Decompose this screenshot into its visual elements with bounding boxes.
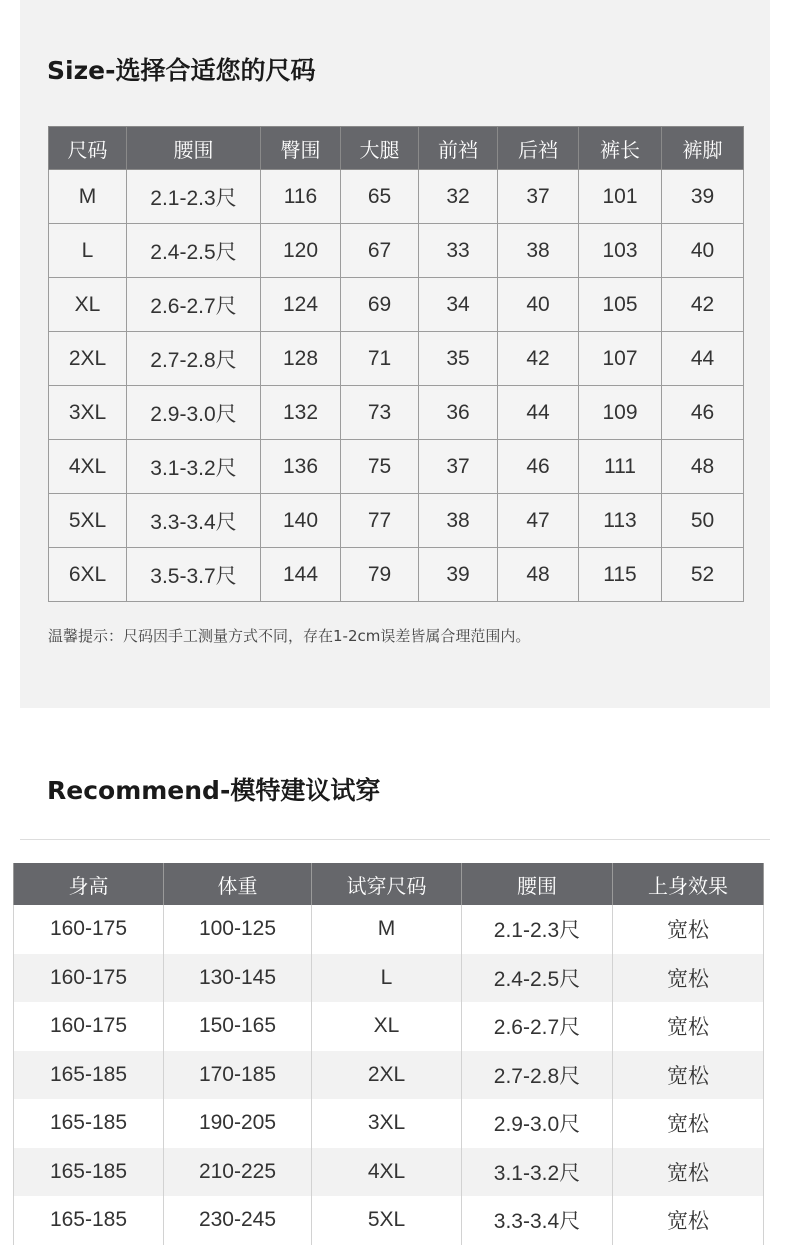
size-header-cell: 裤长 xyxy=(579,127,662,170)
size-cell: 111 xyxy=(579,440,662,494)
size-cell: 69 xyxy=(341,278,419,332)
recommend-header-cell: 腰围 xyxy=(462,863,613,905)
size-cell: 77 xyxy=(341,494,419,548)
size-cell: 2.7-2.8尺 xyxy=(127,332,261,386)
recommend-table-row xyxy=(14,1196,764,1245)
recommend-cell: 165-185 xyxy=(14,1196,164,1245)
recommend-cell: 3.3-3.4尺 xyxy=(462,1196,613,1245)
size-cell: M xyxy=(49,170,127,224)
recommend-table-row xyxy=(14,1148,764,1197)
size-cell: 105 xyxy=(579,278,662,332)
recommend-cell: 2.7-2.8尺 xyxy=(462,1051,613,1100)
size-table-row xyxy=(49,332,744,386)
size-cell: 116 xyxy=(261,170,341,224)
size-header-cell: 腰围 xyxy=(127,127,261,170)
size-cell: 2XL xyxy=(49,332,127,386)
recommend-cell: 3XL xyxy=(312,1099,462,1148)
recommend-cell: 2.4-2.5尺 xyxy=(462,954,613,1003)
size-cell: 38 xyxy=(498,224,579,278)
size-cell: 136 xyxy=(261,440,341,494)
size-cell: 47 xyxy=(498,494,579,548)
recommend-cell: 165-185 xyxy=(14,1099,164,1148)
size-cell: 2.1-2.3尺 xyxy=(127,170,261,224)
size-cell: 42 xyxy=(498,332,579,386)
recommend-header-cell: 体重 xyxy=(164,863,312,905)
recommend-cell: 2XL xyxy=(312,1051,462,1100)
size-table-row xyxy=(49,386,744,440)
size-cell: XL xyxy=(49,278,127,332)
recommend-cell: 165-185 xyxy=(14,1148,164,1197)
size-cell: 128 xyxy=(261,332,341,386)
size-header-cell: 后裆 xyxy=(498,127,579,170)
recommend-cell: 150-165 xyxy=(164,1002,312,1051)
recommend-cell: 宽松 xyxy=(613,954,764,1003)
size-cell: 120 xyxy=(261,224,341,278)
size-cell: 38 xyxy=(419,494,498,548)
recommend-header-cell: 身高 xyxy=(14,863,164,905)
size-cell: 101 xyxy=(579,170,662,224)
recommend-cell: 130-145 xyxy=(164,954,312,1003)
recommend-header-cell: 试穿尺码 xyxy=(312,863,462,905)
size-cell: 3.5-3.7尺 xyxy=(127,548,261,602)
size-cell: 67 xyxy=(341,224,419,278)
size-cell: 113 xyxy=(579,494,662,548)
size-cell: 103 xyxy=(579,224,662,278)
size-cell: 132 xyxy=(261,386,341,440)
size-cell: 124 xyxy=(261,278,341,332)
size-cell: 5XL xyxy=(49,494,127,548)
recommend-cell: 宽松 xyxy=(613,905,764,954)
size-cell: 3XL xyxy=(49,386,127,440)
recommend-cell: 2.1-2.3尺 xyxy=(462,905,613,954)
recommend-cell: 2.6-2.7尺 xyxy=(462,1002,613,1051)
size-cell: 3.3-3.4尺 xyxy=(127,494,261,548)
size-cell: 2.4-2.5尺 xyxy=(127,224,261,278)
size-table xyxy=(48,126,744,602)
size-header-cell: 前裆 xyxy=(419,127,498,170)
size-cell: 37 xyxy=(419,440,498,494)
size-header-cell: 臀围 xyxy=(261,127,341,170)
size-section-title: Size-选择合适您的尺码 xyxy=(47,56,316,85)
size-cell: 79 xyxy=(341,548,419,602)
size-cell: 50 xyxy=(662,494,744,548)
measurement-note: 温馨提示：尺码因手工测量方式不同，存在1-2cm误差皆属合理范围内。 xyxy=(48,627,531,645)
size-cell: 73 xyxy=(341,386,419,440)
size-table-row xyxy=(49,440,744,494)
size-table-row xyxy=(49,170,744,224)
size-cell: 71 xyxy=(341,332,419,386)
size-cell: 33 xyxy=(419,224,498,278)
size-cell: 40 xyxy=(662,224,744,278)
recommend-cell: 2.9-3.0尺 xyxy=(462,1099,613,1148)
recommend-cell: 宽松 xyxy=(613,1099,764,1148)
size-cell: L xyxy=(49,224,127,278)
recommend-section-title: Recommend-模特建议试穿 xyxy=(47,776,381,805)
recommend-table-row xyxy=(14,1051,764,1100)
size-cell: 2.9-3.0尺 xyxy=(127,386,261,440)
size-cell: 107 xyxy=(579,332,662,386)
recommend-table-row xyxy=(14,905,764,954)
size-table-row xyxy=(49,494,744,548)
recommend-cell: 170-185 xyxy=(164,1051,312,1100)
size-cell: 115 xyxy=(579,548,662,602)
recommend-table xyxy=(13,863,764,1245)
size-cell: 32 xyxy=(419,170,498,224)
recommend-table-row xyxy=(14,1002,764,1051)
size-table-row xyxy=(49,548,744,602)
size-header-cell: 裤脚 xyxy=(662,127,744,170)
size-cell: 2.6-2.7尺 xyxy=(127,278,261,332)
size-cell: 48 xyxy=(662,440,744,494)
recommend-cell: 宽松 xyxy=(613,1196,764,1245)
size-cell: 39 xyxy=(419,548,498,602)
size-cell: 44 xyxy=(662,332,744,386)
size-header-cell: 尺码 xyxy=(49,127,127,170)
size-cell: 52 xyxy=(662,548,744,602)
size-cell: 37 xyxy=(498,170,579,224)
size-cell: 34 xyxy=(419,278,498,332)
recommend-table-row xyxy=(14,954,764,1003)
recommend-cell: 160-175 xyxy=(14,905,164,954)
recommend-table-row xyxy=(14,1099,764,1148)
recommend-cell: 4XL xyxy=(312,1148,462,1197)
size-cell: 42 xyxy=(662,278,744,332)
recommend-header-cell: 上身效果 xyxy=(613,863,764,905)
recommend-cell: 160-175 xyxy=(14,1002,164,1051)
size-cell: 144 xyxy=(261,548,341,602)
size-cell: 44 xyxy=(498,386,579,440)
size-table-header-row xyxy=(49,127,744,170)
size-cell: 75 xyxy=(341,440,419,494)
size-cell: 39 xyxy=(662,170,744,224)
size-cell: 65 xyxy=(341,170,419,224)
recommend-cell: 3.1-3.2尺 xyxy=(462,1148,613,1197)
recommend-cell: 100-125 xyxy=(164,905,312,954)
size-cell: 35 xyxy=(419,332,498,386)
recommend-cell: 宽松 xyxy=(613,1148,764,1197)
recommend-table-header-row xyxy=(14,863,764,905)
size-cell: 46 xyxy=(662,386,744,440)
size-header-cell: 大腿 xyxy=(341,127,419,170)
recommend-cell: L xyxy=(312,954,462,1003)
recommend-cell: 210-225 xyxy=(164,1148,312,1197)
size-cell: 140 xyxy=(261,494,341,548)
size-cell: 48 xyxy=(498,548,579,602)
recommend-cell: 160-175 xyxy=(14,954,164,1003)
size-cell: 6XL xyxy=(49,548,127,602)
size-cell: 109 xyxy=(579,386,662,440)
size-table-row xyxy=(49,278,744,332)
size-cell: 3.1-3.2尺 xyxy=(127,440,261,494)
recommend-cell: 230-245 xyxy=(164,1196,312,1245)
section-divider xyxy=(20,839,770,840)
recommend-cell: 5XL xyxy=(312,1196,462,1245)
size-cell: 4XL xyxy=(49,440,127,494)
recommend-cell: M xyxy=(312,905,462,954)
recommend-cell: 宽松 xyxy=(613,1051,764,1100)
recommend-cell: 190-205 xyxy=(164,1099,312,1148)
recommend-cell: XL xyxy=(312,1002,462,1051)
size-cell: 46 xyxy=(498,440,579,494)
recommend-cell: 宽松 xyxy=(613,1002,764,1051)
size-cell: 36 xyxy=(419,386,498,440)
size-cell: 40 xyxy=(498,278,579,332)
recommend-cell: 165-185 xyxy=(14,1051,164,1100)
size-table-row xyxy=(49,224,744,278)
